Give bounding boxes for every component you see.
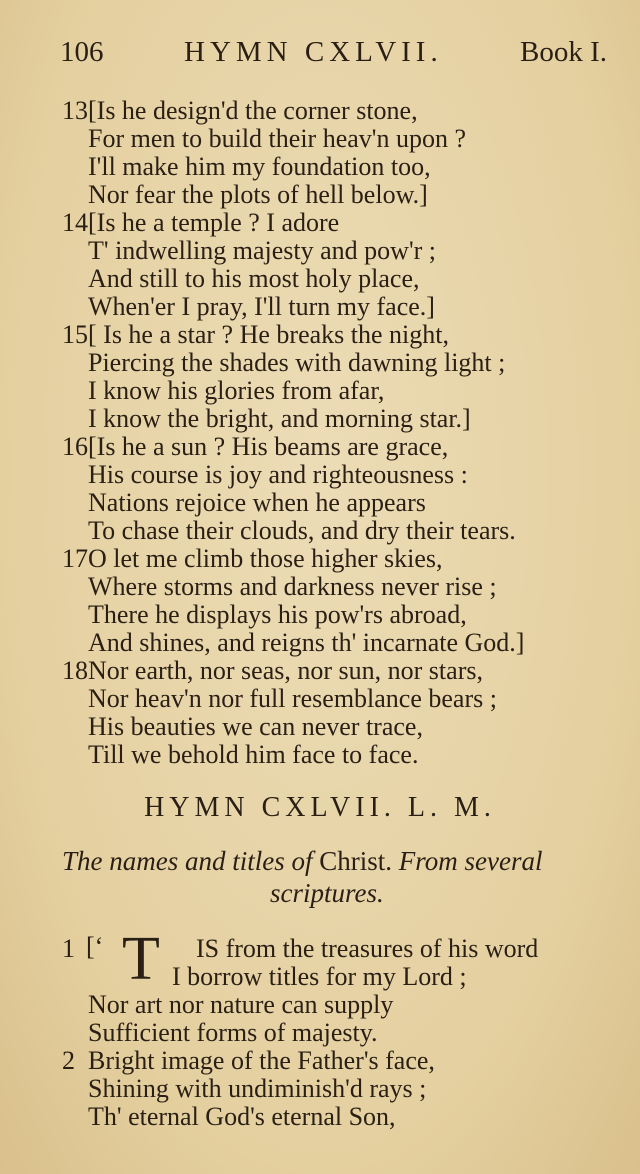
subtitle-christ: Christ. bbox=[319, 846, 393, 876]
verse-line: There he displays his pow'rs abroad, bbox=[88, 600, 467, 629]
stanza-number: 17 bbox=[62, 544, 88, 573]
verse-line: Th' eternal God's eternal Son, bbox=[88, 1102, 396, 1131]
subtitle-part: From several bbox=[392, 846, 543, 876]
verse-line: Nor earth, nor seas, nor sun, nor stars, bbox=[88, 656, 483, 685]
verse-line: To chase their clouds, and dry their tears. bbox=[88, 516, 516, 545]
verse-line: His beauties we can never trace, bbox=[88, 712, 423, 741]
stanza-15-line-1 bbox=[0, 320, 640, 350]
stanza-18-line-1 bbox=[0, 656, 640, 686]
hymn-stanza-1-line-3 bbox=[0, 990, 640, 1020]
verse-line: [ Is he a star ? He breaks the night, bbox=[88, 320, 449, 349]
verse-line: When'er I pray, I'll turn my face.] bbox=[88, 292, 435, 321]
stanza-number: 15 bbox=[62, 320, 88, 349]
stanza-17-line-1 bbox=[0, 544, 640, 574]
stanza-13-line-3 bbox=[0, 152, 640, 182]
stanza-18-line-4 bbox=[0, 740, 640, 770]
verse-line: [Is he a sun ? His beams are grace, bbox=[88, 432, 449, 461]
verse-line: Sufficient forms of majesty. bbox=[88, 1018, 378, 1047]
verse-line: Nor heav'n nor full resemblance bears ; bbox=[88, 684, 497, 713]
hymn-subtitle bbox=[62, 846, 632, 877]
stanza-14-line-3 bbox=[0, 264, 640, 294]
verse-line: Nor art nor nature can supply bbox=[88, 990, 394, 1019]
verse-line: And still to his most holy place, bbox=[88, 264, 420, 293]
verse-line: T' indwelling majesty and pow'r ; bbox=[88, 236, 437, 265]
stanza-13-line-4 bbox=[0, 180, 640, 210]
stanza-16-line-4 bbox=[0, 516, 640, 546]
verse-line: I know his glories from afar, bbox=[88, 376, 385, 405]
stanza-17-line-2 bbox=[0, 572, 640, 602]
stanza-16-line-2 bbox=[0, 460, 640, 490]
stanza-number: 18 bbox=[62, 656, 88, 685]
verse-line: I know the bright, and morning star.] bbox=[88, 404, 471, 433]
stanza-number: 2 bbox=[62, 1046, 75, 1075]
hymn-stanza-2-line-3 bbox=[0, 1102, 640, 1132]
verse-line: For men to build their heav'n upon ? bbox=[88, 124, 467, 153]
stanza-18-line-2 bbox=[0, 684, 640, 714]
verse-line: Piercing the shades with dawning light ; bbox=[88, 348, 506, 377]
page-number: 106 bbox=[60, 36, 104, 68]
verse-line: Shining with undiminish'd rays ; bbox=[88, 1074, 427, 1103]
stanza-13-line-1 bbox=[0, 96, 640, 126]
hymn-stanza-1-line-4 bbox=[0, 1018, 640, 1048]
verse-line: I'll make him my foundation too, bbox=[88, 152, 431, 181]
stanza-13-line-2 bbox=[0, 124, 640, 154]
hymn-stanza-2-line-1 bbox=[0, 1046, 640, 1076]
verse-line: Bright image of the Father's face, bbox=[88, 1046, 435, 1075]
hymn-stanza-1-line-2 bbox=[0, 962, 640, 992]
stanza-17-line-3 bbox=[0, 600, 640, 630]
stanza-14-line-1 bbox=[0, 208, 640, 238]
verse-line: I borrow titles for my Lord ; bbox=[172, 962, 467, 991]
drop-cap: T bbox=[122, 925, 160, 993]
verse-line: Till we behold him face to face. bbox=[88, 740, 419, 769]
hymn-heading: HYMN CXLVII. L. M. bbox=[144, 792, 496, 823]
stanza-number: 16 bbox=[62, 432, 88, 461]
verse-line: Nor fear the plots of hell below.] bbox=[88, 180, 428, 209]
stanza-number: 1 bbox=[62, 934, 75, 963]
stanza-18-line-3 bbox=[0, 712, 640, 742]
stanza-14-line-4 bbox=[0, 292, 640, 322]
stanza-16-line-3 bbox=[0, 488, 640, 518]
verse-line: His course is joy and righteousness : bbox=[88, 460, 468, 489]
verse-line: IS from the treasures of his word bbox=[196, 934, 539, 963]
verse-line: [Is he a temple ? I adore bbox=[88, 208, 340, 237]
stanza-17-line-4 bbox=[0, 628, 640, 658]
stanza-14-line-2 bbox=[0, 236, 640, 266]
verse-line: Where storms and darkness never rise ; bbox=[88, 572, 497, 601]
verse-line: And shines, and reigns th' incarnate God.] bbox=[88, 628, 525, 657]
page-header bbox=[0, 36, 640, 76]
verse-line: Nations rejoice when he appears bbox=[88, 488, 426, 517]
hymn-stanza-2-line-2 bbox=[0, 1074, 640, 1104]
book-label: Book I. bbox=[520, 36, 607, 68]
subtitle-part: The names and titles of bbox=[62, 846, 320, 876]
verse-line: O let me climb those higher skies, bbox=[88, 544, 443, 573]
stanza-number: 14 bbox=[62, 208, 88, 237]
stanza-number: 13 bbox=[62, 96, 88, 125]
open-bracket-quote: [‘ bbox=[86, 932, 104, 961]
stanza-15-line-2 bbox=[0, 348, 640, 378]
verse-line: [Is he design'd the corner stone, bbox=[88, 96, 418, 125]
stanza-15-line-4 bbox=[0, 404, 640, 434]
hymn-subtitle-line-2: scriptures. bbox=[270, 878, 384, 908]
running-title: HYMN CXLVII. bbox=[184, 36, 443, 68]
stanza-16-line-1 bbox=[0, 432, 640, 462]
stanza-15-line-3 bbox=[0, 376, 640, 406]
